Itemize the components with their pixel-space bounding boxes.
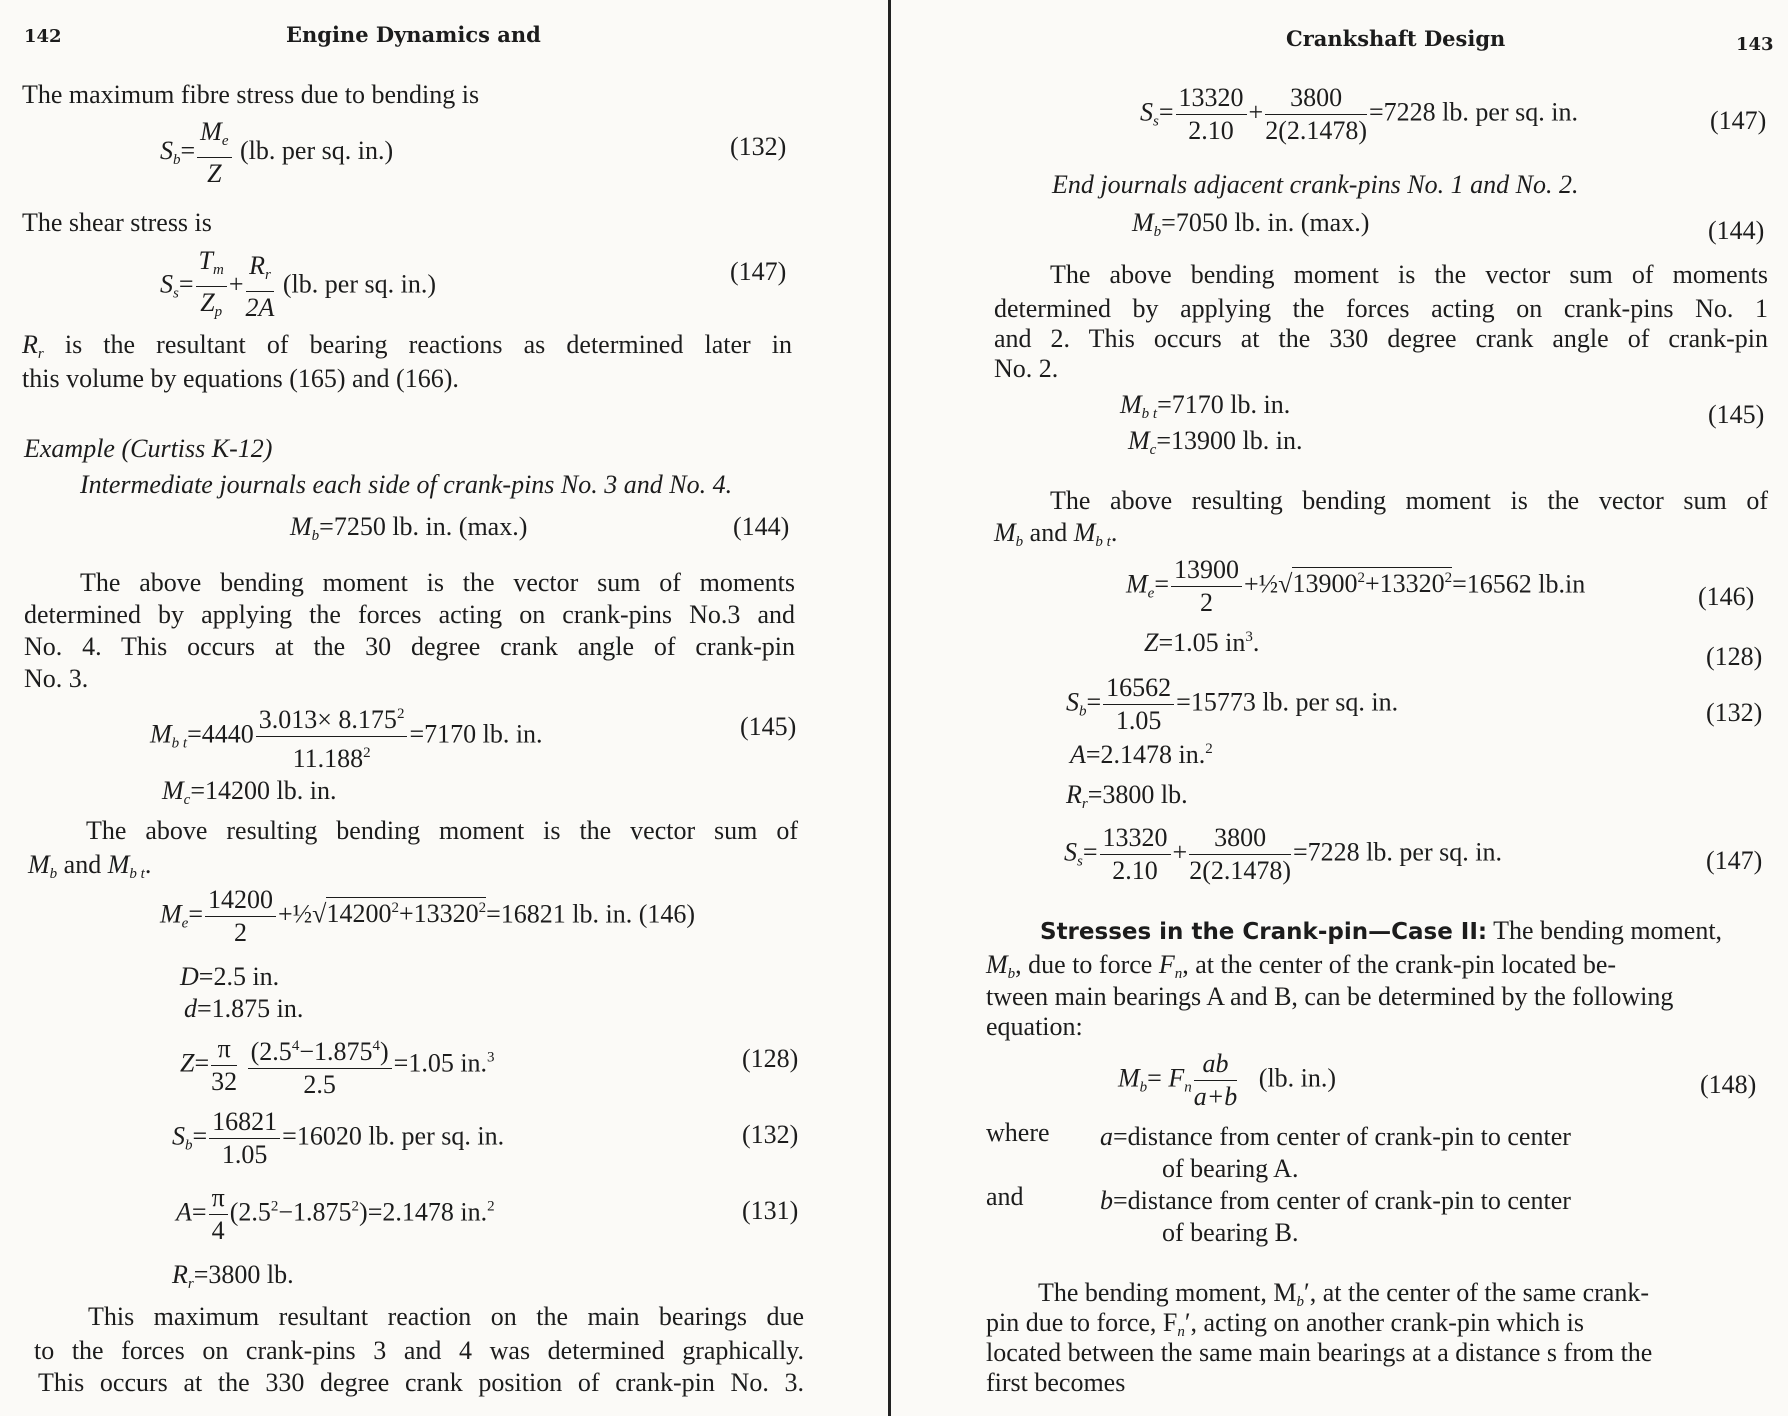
equation-132: $S_b=$ $\frac{16821}{1.05}$ =16020 lb. per sq. in. [172, 1107, 505, 1169]
equation-147-bottom: $S_s=$ $\frac{13320}{2.10}$ + $\frac{3800}{2(2.1478)}$ =7228 lb. per sq. in. [1064, 823, 1502, 885]
equation-number: (132) [742, 1120, 799, 1149]
equation-number: (132) [1706, 698, 1763, 727]
running-head: Engine Dynamics and [286, 22, 541, 47]
equation-146: $M_e=$ $\frac{13900}{2}$ $+\frac{1}{2}√13900^2+13320^2=16562$ lb.in [1126, 555, 1586, 617]
paragraph-vector-sum-line4: No. 2. [994, 354, 1059, 383]
paragraph-vector-sum-line2: determined by applying the forces acting on crank-pins No. 1 [994, 294, 1768, 323]
paragraph-resulting-line2: $M_b$ and $M_{b t}$. [994, 518, 1118, 550]
paragraph-final-line1: This maximum resultant reaction on the main bearings due [88, 1302, 804, 1331]
equation-mbt: $M_{b t}=7170$ lb. in. [1120, 390, 1291, 422]
value-a: A=2.1478 in.$^2$ [1070, 740, 1213, 769]
paragraph-rr-definition-line2: this volume by equations (165) and (166). [22, 364, 459, 393]
definition-b-line2: of bearing B. [1162, 1218, 1299, 1247]
equation-number: (145) [740, 712, 797, 741]
equation-mc: $M_c=13900$ lb. in. [1128, 426, 1303, 458]
equation-131: A= $\frac{\pi}{4}$ $(2.5^2-1.875^2)=2.1478$ in.$^2$ [176, 1183, 495, 1245]
equation-147-general: $S_s=$ $\frac{T_m}{Z_p}$ + $\frac{R_r}{2A}$ (lb. per sq. in.) [160, 246, 436, 322]
equation-number: (128) [742, 1044, 799, 1073]
example-subheading: Intermediate journals each side of crank-pins No. 3 and No. 4. [80, 470, 733, 499]
case2-line2: $M_b$, due to force $F_n$, at the center of the crank-pin located be- [986, 950, 1617, 982]
equation-number: (131) [742, 1196, 799, 1225]
book-spine [888, 0, 891, 1416]
equation-number: (146) [638, 899, 696, 929]
paragraph-last-line4: first becomes [986, 1368, 1126, 1397]
definition-b-line1: b=distance from center of crank-pin to center [1100, 1186, 1571, 1215]
equation-128: Z= $\frac{\pi}{32}$ $\frac{(2.5^4-1.875^4)}{2.5}$ =1.05 in.$^3$ [180, 1030, 495, 1101]
equation-number: (144) [733, 512, 790, 541]
where-label: where [986, 1118, 1050, 1147]
equation-144: $M_b=7050$ lb. in. (max.) [1132, 208, 1370, 240]
end-journals-heading: End journals adjacent crank-pins No. 1 and No. 2. [1052, 170, 1579, 199]
page-number: 143 [1736, 34, 1774, 55]
value-rr: $R_r=3800$ lb. [172, 1260, 294, 1292]
paragraph-vector-sum-line2: determined by applying the forces acting on crank-pins No.3 and [24, 600, 795, 629]
equation-145: $M_{b t}=4440$ $\frac{3.013\times 8.175^2}{11.188^2}$ =7170 lb. in. [150, 698, 543, 775]
paragraph-vector-sum-line1: The above bending moment is the vector sum of moments [80, 568, 795, 597]
paragraph-resulting-line2: $M_b$ and $M_{b t}$. [28, 850, 152, 882]
paragraph-shear-intro: The shear stress is [22, 208, 212, 237]
paragraph-final-line3: This occurs at the 330 degree crank position of crank-pin No. 3. [38, 1368, 804, 1397]
definition-a-line1: a=distance from center of crank-pin to center [1100, 1122, 1571, 1151]
definition-a-line2: of bearing A. [1162, 1154, 1299, 1183]
paragraph-vector-sum-line3: and 2. This occurs at the 330 degree crank angle of crank-pin [994, 324, 1768, 353]
equation-number: (147) [1710, 106, 1767, 135]
equation-146: $M_e=$ $\frac{14200}{2}$ $+\frac{1}{2}√14200^2+13320^2=16821$ lb. in. (146) [160, 885, 696, 947]
example-heading: Example (Curtiss K-12) [24, 434, 273, 463]
equation-147-top: $S_s=$ $\frac{13320}{2.10}$ + $\frac{3800}{2(2.1478)}$ =7228 lb. per sq. in. [1140, 83, 1578, 145]
equation-number: (128) [1706, 642, 1763, 671]
value-z: Z=1.05 $in^3$. [1144, 628, 1260, 657]
paragraph-last-line3: located between the same main bearings at a distance s from the [986, 1338, 1653, 1367]
paragraph-vector-sum-line3: No. 4. This occurs at the 30 degree crank angle of crank-pin [24, 632, 795, 661]
equation-148: $M_b= F_n$ $\frac{ab}{a+b}$ (lb. in.) [1118, 1049, 1337, 1111]
paragraph-vector-sum-line1: The above bending moment is the vector sum of moments [1050, 260, 1768, 289]
paragraph-vector-sum-line4: No. 3. [24, 664, 89, 693]
paragraph-bending-intro: The maximum fibre stress due to bending is [22, 80, 480, 109]
equation-number: (132) [730, 132, 787, 161]
equation-132-general: $S_b=$ $\frac{M_e}{Z}$ (lb. per sq. in.) [160, 117, 394, 188]
paragraph-rr-definition: $R_r$ is the resultant of bearing reactions as determined later in [22, 330, 792, 362]
case2-line3: tween main bearings A and B, can be determined by the following [986, 982, 1674, 1011]
equation-mc: $M_c=14200$ lb. in. [162, 776, 337, 808]
value-d: d=1.875 in. [184, 994, 304, 1023]
value-D: D=2.5 in. [180, 962, 280, 991]
and-label: and [986, 1182, 1024, 1211]
case2-line4: equation: [986, 1012, 1083, 1041]
equation-number: (144) [1708, 216, 1765, 245]
equation-number: (146) [1698, 582, 1755, 611]
equation-number: (145) [1708, 400, 1765, 429]
equation-144: $M_b=7250$ lb. in. (max.) [290, 512, 528, 544]
equation-number: (148) [1700, 1070, 1757, 1099]
paragraph-last-line1: The bending moment, $M_b'$, at the center of the same crank- [1038, 1278, 1649, 1310]
paragraph-last-line2: pin due to force, $F_n'$, acting on another crank-pin which is [986, 1308, 1585, 1340]
paragraph-resulting-line1: The above resulting bending moment is the vector sum of [1050, 486, 1768, 515]
running-head: Crankshaft Design [1286, 26, 1506, 51]
paragraph-final-line2: to the forces on crank-pins 3 and 4 was determined graphically. [34, 1336, 804, 1365]
page-number: 142 [24, 26, 62, 47]
equation-132: $S_b=$ $\frac{16562}{1.05}$ =15773 lb. per sq. in. [1066, 673, 1399, 735]
case2-heading: Stresses in the Crank-pin—Case II: [1040, 919, 1488, 945]
equation-number: (147) [1706, 846, 1763, 875]
case2-line1: Stresses in the Crank-pin—Case II: The bending moment, [1040, 916, 1723, 945]
equation-number: (147) [730, 257, 787, 286]
paragraph-resulting-line1: The above resulting bending moment is the vector sum of [86, 816, 798, 845]
value-rr: $R_r=3800$ lb. [1066, 780, 1188, 812]
left-page [0, 0, 880, 1416]
right-page [900, 0, 1788, 1416]
